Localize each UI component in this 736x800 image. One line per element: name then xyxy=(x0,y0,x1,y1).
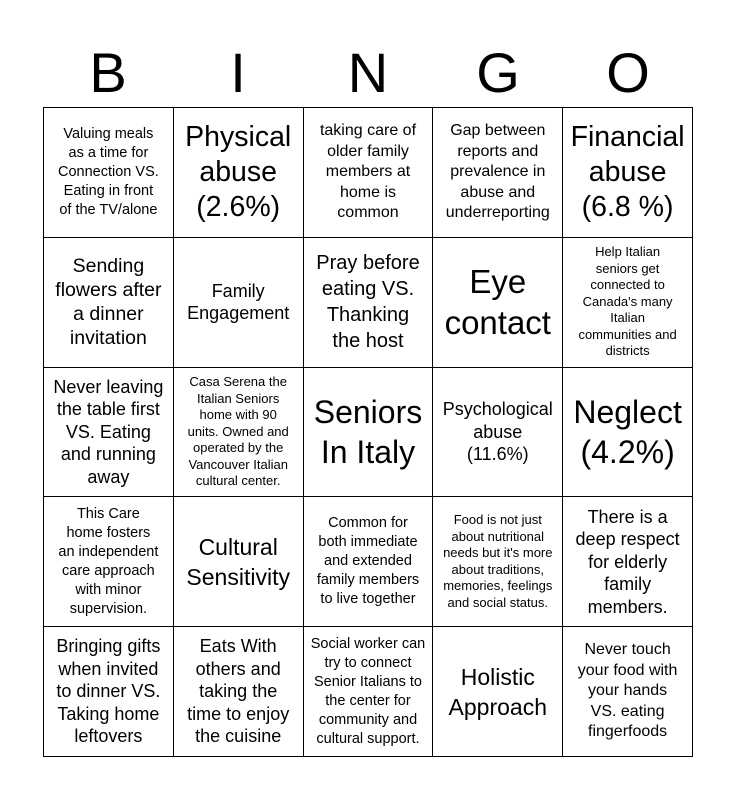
bingo-cell-r5-c2[interactable] xyxy=(174,627,304,757)
cell-text: This Care home fosters an independent care approach with minor supervision. xyxy=(58,505,159,617)
bingo-cell-r2-c5[interactable] xyxy=(563,238,693,368)
bingo-cell-r3-c5[interactable] xyxy=(563,368,693,498)
bingo-header xyxy=(43,38,693,108)
bingo-cell-r5-c5[interactable] xyxy=(563,627,693,757)
bingo-cell-r3-c1[interactable] xyxy=(44,368,174,498)
cell-text: Financial abuse (6.8 %) xyxy=(570,120,685,223)
bingo-cell-r4-c5[interactable] xyxy=(563,497,693,627)
cell-text: Family Engagement xyxy=(187,280,290,324)
cell-text: Never leaving the table first VS. Eating and running away xyxy=(53,376,164,487)
bingo-cell-r1-c2[interactable] xyxy=(174,108,304,238)
bingo-cell-r5-c4[interactable] xyxy=(433,627,563,757)
cell-text: Social worker can try to connect Senior Italians to the center for community and cultural support. xyxy=(310,635,426,747)
bingo-cell-r3-c4[interactable] xyxy=(433,368,563,498)
header-letter-i: I xyxy=(230,41,246,104)
cell-text: taking care of older family members at home is common xyxy=(319,122,417,222)
cell-text: Casa Serena the Italian Seniors home with 90 units. Owned and operated by the Vancouver Italian cultural center. xyxy=(187,374,289,489)
bingo-cell-r5-c3[interactable] xyxy=(304,627,434,757)
cell-text: Gap between reports and prevalence in abuse and underreporting xyxy=(445,122,550,222)
cell-text: Pray before eating VS. Thanking the host xyxy=(316,252,420,353)
bingo-cell-r1-c1[interactable] xyxy=(44,108,174,238)
bingo-cell-r4-c3[interactable] xyxy=(304,497,434,627)
bingo-cell-r4-c2[interactable] xyxy=(174,497,304,627)
cell-text: Cultural Sensitivity xyxy=(186,533,290,590)
cell-text: Eye contact xyxy=(444,263,551,342)
cell-text: Physical abuse (2.6%) xyxy=(185,120,292,223)
bingo-cell-r2-c1[interactable] xyxy=(44,238,174,368)
bingo-cell-r4-c4[interactable] xyxy=(433,497,563,627)
bingo-cell-r1-c4[interactable] xyxy=(433,108,563,238)
cell-text: Eats With others and taking the time to enjoy the cuisine xyxy=(187,636,290,747)
bingo-cell-r1-c3[interactable] xyxy=(304,108,434,238)
bingo-cell-r5-c1[interactable] xyxy=(44,627,174,757)
bingo-board xyxy=(43,107,693,757)
bingo-cell-r1-c5[interactable] xyxy=(563,108,693,238)
cell-text: There is a deep respect for elderly family members. xyxy=(575,506,680,617)
cell-text: Holistic Approach xyxy=(448,663,548,720)
bingo-cell-r2-c2[interactable] xyxy=(174,238,304,368)
bingo-cell-r3-c3[interactable] xyxy=(304,368,434,498)
cell-text: Sending flowers after a dinner invitation xyxy=(55,255,162,350)
header-letter-o: O xyxy=(606,41,650,104)
bingo-cell-r4-c1[interactable] xyxy=(44,497,174,627)
header-letter-g: G xyxy=(476,41,520,104)
bingo-cell-r2-c4[interactable] xyxy=(433,238,563,368)
cell-text: Food is not just about nutritional needs but it's more about traditions, memories, feelings and social status. xyxy=(443,512,553,610)
header-letter-n: N xyxy=(347,41,389,104)
cell-text: Neglect (4.2%) xyxy=(573,393,682,470)
cell-text: Never touch your food with your hands VS. eating fingerfoods xyxy=(577,641,678,741)
bingo-cell-r3-c2[interactable] xyxy=(174,368,304,498)
cell-text: Psychological abuse (11.6%) xyxy=(442,399,553,465)
bingo-cell-r2-c3[interactable] xyxy=(304,238,434,368)
header-letter-b: B xyxy=(89,41,127,104)
cell-text: Help Italian seniors get connected to Canada's many Italian communities and districts xyxy=(578,244,677,359)
cell-text: Valuing meals as a time for Connection VS. Eating in front of the TV/alone xyxy=(58,125,159,218)
cell-text: Bringing gifts when invited to dinner VS. Taking home leftovers xyxy=(56,636,161,747)
cell-text: Common for both immediate and extended family members to live together xyxy=(316,515,420,608)
cell-text: Seniors In Italy xyxy=(313,393,423,470)
